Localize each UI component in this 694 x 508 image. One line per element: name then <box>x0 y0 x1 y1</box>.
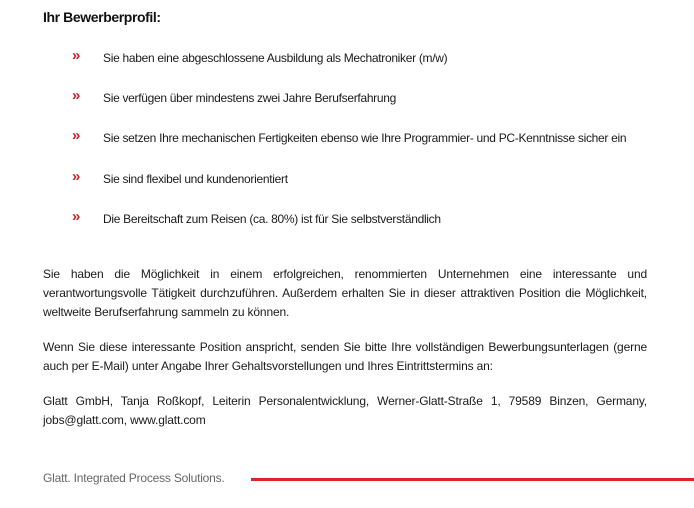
list-item-text: Sie setzen Ihre mechanischen Fertigkeiten ebenso wie Ihre Programmier- und PC-Kenntnisse sicher ein <box>103 131 627 145</box>
double-chevron-icon: » <box>72 168 81 185</box>
list-item <box>72 87 642 107</box>
offer-paragraph: Sie haben die Möglichkeit in einem erfolgreichen, renommierten Unternehmen eine interessante und verantwortungsvolle Tätigkeit durchzuführen. Außerdem erhalten Sie in dieser attraktiven Position die Möglichkeit, weltweite Berufserfahrung sammeln zu können. <box>43 267 647 319</box>
list-item <box>72 168 642 188</box>
list-item <box>72 208 642 228</box>
double-chevron-icon: » <box>72 208 81 225</box>
application-paragraph: Wenn Sie diese interessante Position anspricht, senden Sie bitte Ihre vollständigen Bewerbungsunterlagen (gerne auch per E-Mail) unter Angabe Ihrer Gehaltsvorstellungen und Ihres Eintrittstermins an: <box>43 340 647 373</box>
list-item-text: Sie verfügen über mindestens zwei Jahre Berufserfahrung <box>103 91 397 105</box>
list-item <box>72 127 642 147</box>
list-item <box>72 47 642 67</box>
footer-accent-line <box>251 478 694 481</box>
requirements-list <box>72 47 642 251</box>
footer-tagline: Glatt. Integrated Process Solutions. <box>43 471 225 485</box>
double-chevron-icon: » <box>72 127 81 144</box>
double-chevron-icon: » <box>72 87 81 104</box>
list-item-text: Die Bereitschaft zum Reisen (ca. 80%) ist für Sie selbstverständlich <box>103 212 441 226</box>
list-item-text: Sie sind flexibel und kundenorientiert <box>103 172 288 186</box>
page-title: Ihr Bewerberprofil: <box>43 9 161 25</box>
list-item-text: Sie haben eine abgeschlossene Ausbildung als Mechatroniker (m/w) <box>103 51 448 65</box>
double-chevron-icon: » <box>72 47 81 64</box>
contact-paragraph: Glatt GmbH, Tanja Roßkopf, Leiterin Personalentwicklung, Werner-Glatt-Straße 1, 79589 Binzen, Germany, jobs@glatt.com, www.glatt.com <box>43 394 647 427</box>
